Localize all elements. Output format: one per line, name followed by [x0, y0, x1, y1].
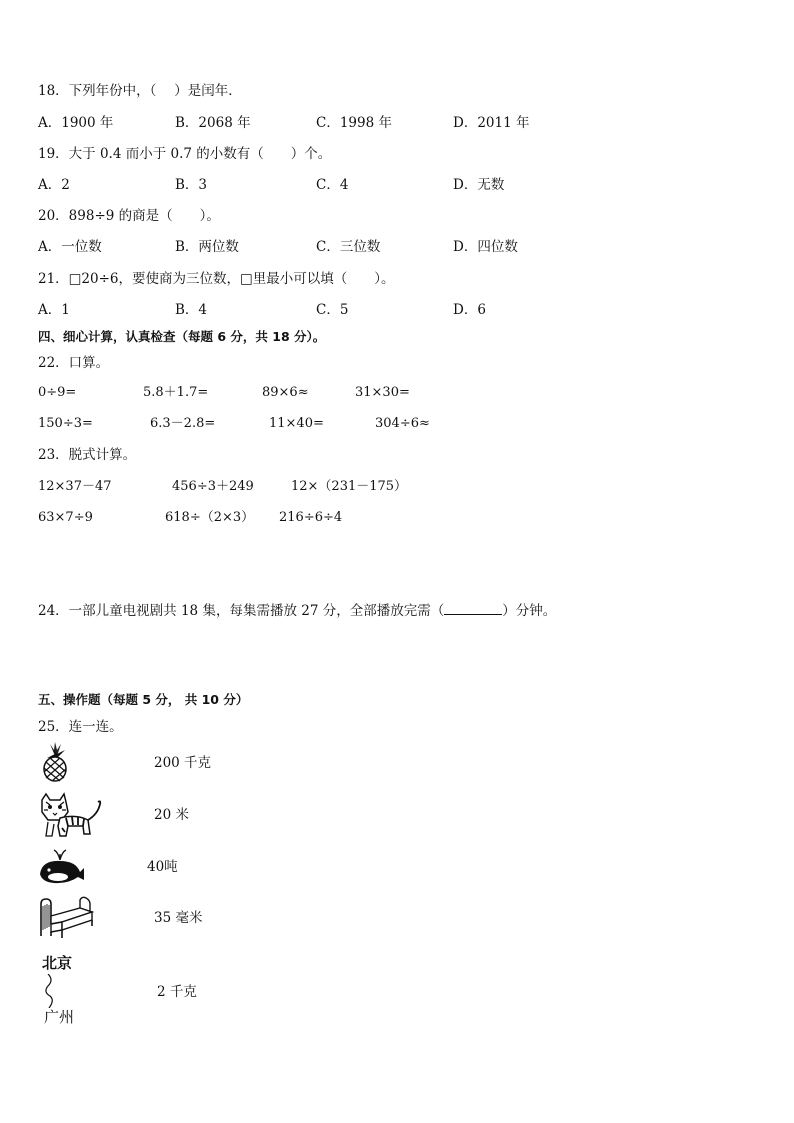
q18-option-d: D．2011 年: [453, 115, 530, 131]
q19-option-a: A．2: [38, 177, 70, 193]
question-19: 19．大于 0.4 而小于 0.7 的小数有（ ）个。: [38, 146, 332, 162]
map-label-guangzhou: 广州: [44, 1008, 75, 1026]
q20-option-c: C．三位数: [316, 239, 381, 255]
question-20: 20．898÷9 的商是（ ）。: [38, 208, 220, 224]
map-label-beijing: 北京: [42, 954, 73, 972]
question-22: 22．口算。: [38, 355, 110, 371]
calculation-item: 63×7÷9: [38, 510, 93, 525]
route-line-icon: [40, 974, 70, 1008]
match-label: 20 米: [154, 807, 189, 823]
q20-option-b: B．两位数: [175, 239, 239, 255]
bed-icon: [38, 896, 94, 940]
mental-math-item: 6.3－2.8=: [150, 416, 216, 431]
q21-option-c: C．5: [316, 302, 349, 318]
section-5-heading: 五、操作题（每题 5 分， 共 10 分）: [38, 692, 249, 707]
answer-blank[interactable]: [444, 602, 502, 615]
match-label: 2 千克: [157, 984, 197, 1000]
q19-option-d: D．无数: [453, 177, 505, 193]
mental-math-item: 5.8＋1.7=: [143, 385, 209, 400]
q21-option-d: D．6: [453, 302, 486, 318]
mental-math-item: 150÷3=: [38, 416, 93, 431]
q18-option-b: B．2068 年: [175, 115, 251, 131]
question-21: 21．□20÷6，要使商为三位数，□里最小可以填（ ）。: [38, 271, 395, 287]
q20-option-a: A．一位数: [38, 239, 102, 255]
question-25: 25．连一连。: [38, 719, 123, 735]
q18-option-a: A．1900 年: [38, 115, 114, 131]
whale-icon: [38, 846, 86, 886]
question-23: 23．脱式计算。: [38, 447, 137, 463]
mental-math-item: 0÷9=: [38, 385, 77, 400]
question-24: [38, 602, 556, 620]
q19-option-c: C．4: [316, 177, 349, 193]
question-18: 18．下列年份中，（ ）是闰年．: [38, 83, 242, 99]
q21-option-a: A．1: [38, 302, 70, 318]
section-4-heading: 四、细心计算，认真检查（每题 6 分，共 18 分）。: [38, 329, 326, 344]
calculation-item: 216÷6÷4: [279, 510, 343, 525]
question-24-text: 24．一部儿童电视剧共 18 集，每集需播放 27 分，全部播放完需（: [38, 603, 445, 619]
q20-option-d: D．四位数: [453, 239, 518, 255]
calculation-item: 12×（231－175）: [291, 479, 408, 494]
mental-math-item: 304÷6≈: [375, 416, 430, 431]
mental-math-item: 11×40=: [269, 416, 324, 431]
q21-option-b: B．4: [175, 302, 208, 318]
tiger-icon: [38, 792, 102, 840]
calculation-item: 456÷3＋249: [172, 479, 254, 494]
mental-math-item: 89×6≈: [262, 385, 309, 400]
question-24-unit: ）分钟。: [502, 603, 557, 619]
q19-option-b: B．3: [175, 177, 208, 193]
match-label: 35 毫米: [154, 910, 203, 926]
match-label: 40吨: [147, 859, 178, 875]
beijing-guangzhou-map-icon: [40, 954, 84, 1030]
pineapple-icon: [38, 742, 72, 782]
calculation-item: 12×37－47: [38, 479, 112, 494]
calculation-item: 618÷（2×3）: [165, 510, 255, 525]
q18-option-c: C．1998 年: [316, 115, 392, 131]
match-label: 200 千克: [154, 755, 212, 771]
mental-math-item: 31×30=: [355, 385, 410, 400]
